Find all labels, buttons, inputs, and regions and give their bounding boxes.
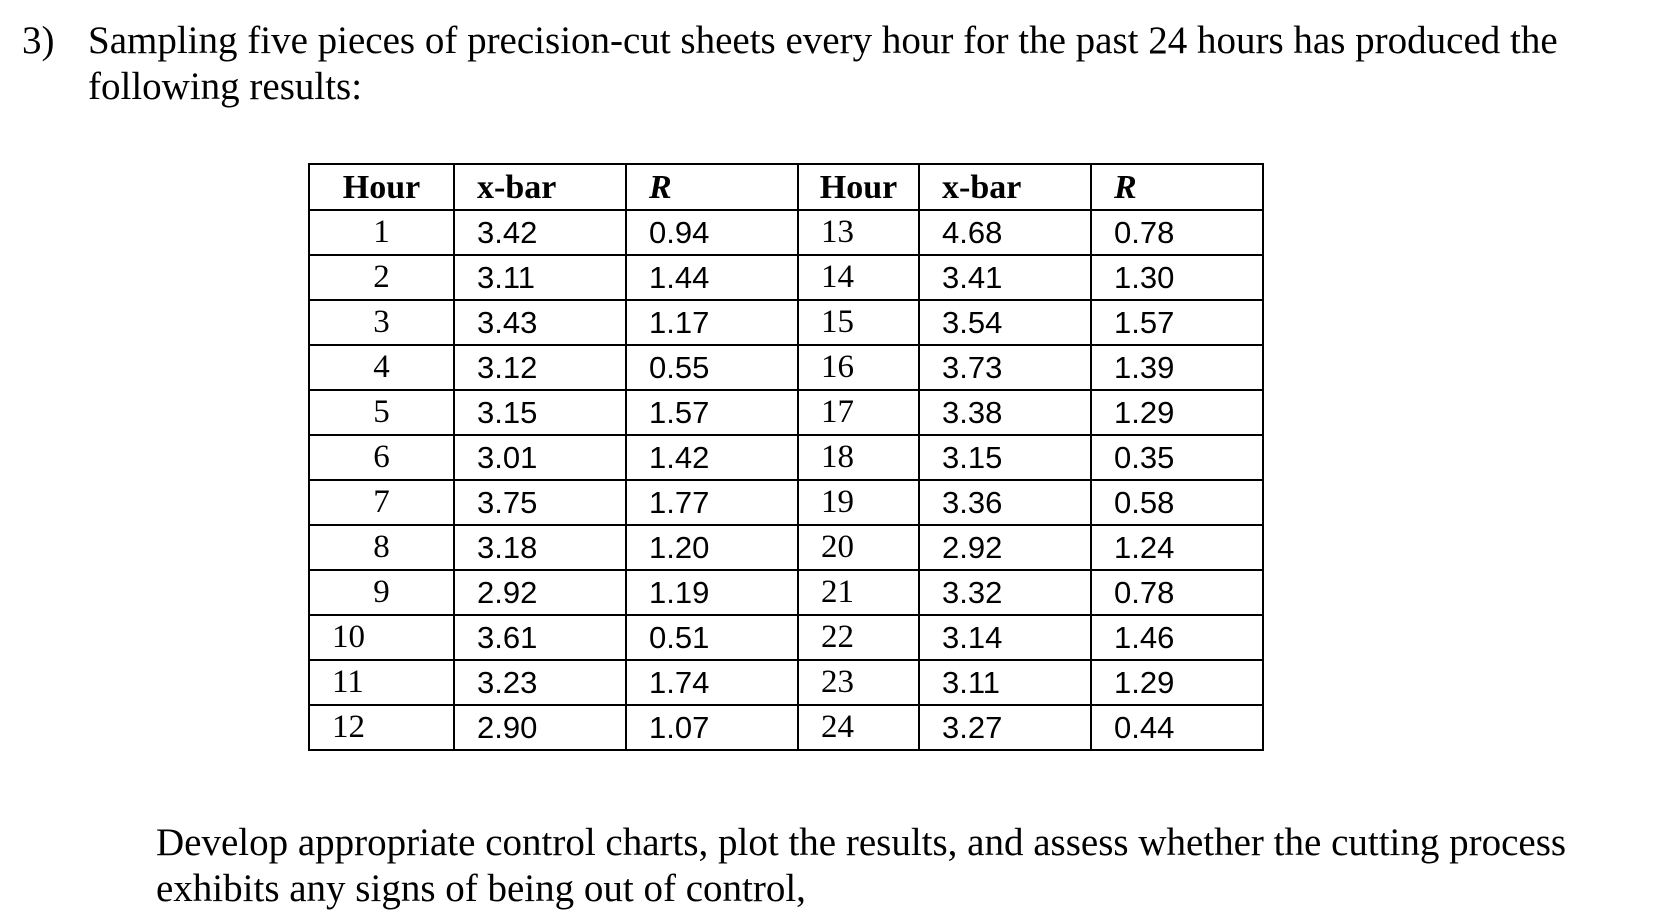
cell-xbar: 3.14 [919,615,1091,660]
cell-xbar: 2.92 [454,570,626,615]
cell-hour: 7 [309,480,454,525]
cell-hour: 2 [309,255,454,300]
table-header-row [309,164,1263,210]
cell-r: 1.57 [626,390,798,435]
cell-r: 1.42 [626,435,798,480]
cell-xbar: 3.38 [919,390,1091,435]
cell-r: 1.07 [626,705,798,750]
cell-xbar: 3.54 [919,300,1091,345]
cell-hour: 10 [309,615,454,660]
table-row [309,705,1263,750]
cell-hour: 13 [798,210,919,255]
cell-r: 0.94 [626,210,798,255]
cell-r: 1.17 [626,300,798,345]
cell-xbar: 3.36 [919,480,1091,525]
cell-hour: 19 [798,480,919,525]
table-row [309,345,1263,390]
cell-r: 1.20 [626,525,798,570]
cell-xbar: 3.41 [919,255,1091,300]
cell-xbar: 3.75 [454,480,626,525]
cell-hour: 21 [798,570,919,615]
column-header-xbar: x-bar [454,164,626,210]
cell-r: 0.58 [1091,480,1263,525]
cell-r: 0.35 [1091,435,1263,480]
cell-r: 1.77 [626,480,798,525]
results-table [308,163,1264,751]
cell-hour: 11 [309,660,454,705]
cell-hour: 8 [309,525,454,570]
cell-hour: 17 [798,390,919,435]
column-header-r: R [626,164,798,210]
cell-xbar: 3.18 [454,525,626,570]
column-header-r: R [1091,164,1263,210]
cell-r: 1.29 [1091,660,1263,705]
cell-r: 1.30 [1091,255,1263,300]
cell-r: 0.78 [1091,210,1263,255]
column-header-hour: Hour [309,164,454,210]
cell-hour: 3 [309,300,454,345]
table-row [309,210,1263,255]
column-header-hour: Hour [798,164,919,210]
table-row [309,300,1263,345]
cell-hour: 6 [309,435,454,480]
cell-r: 0.44 [1091,705,1263,750]
table-row [309,570,1263,615]
cell-r: 1.46 [1091,615,1263,660]
cell-xbar: 2.90 [454,705,626,750]
instruction-text: Develop appropriate control charts, plot the results, and assess whether the cutting process exhibits any signs of being out of control, [156,821,1567,910]
table-row [309,390,1263,435]
cell-hour: 9 [309,570,454,615]
cell-r: 1.39 [1091,345,1263,390]
table-row [309,525,1263,570]
cell-hour: 22 [798,615,919,660]
cell-hour: 1 [309,210,454,255]
cell-xbar: 3.15 [454,390,626,435]
cell-r: 1.24 [1091,525,1263,570]
cell-hour: 23 [798,660,919,705]
table-row [309,435,1263,480]
question-number: 3) [22,19,55,62]
cell-r: 1.19 [626,570,798,615]
cell-hour: 20 [798,525,919,570]
cell-xbar: 3.27 [919,705,1091,750]
cell-hour: 24 [798,705,919,750]
cell-hour: 12 [309,705,454,750]
cell-xbar: 3.42 [454,210,626,255]
question-text: Sampling five pieces of precision-cut sheets every hour for the past 24 hours has produced the following results: [88,19,1558,108]
cell-r: 1.74 [626,660,798,705]
cell-hour: 4 [309,345,454,390]
cell-hour: 14 [798,255,919,300]
cell-r: 0.55 [626,345,798,390]
cell-xbar: 3.43 [454,300,626,345]
cell-xbar: 3.11 [454,255,626,300]
cell-hour: 18 [798,435,919,480]
cell-r: 1.29 [1091,390,1263,435]
cell-r: 1.44 [626,255,798,300]
cell-xbar: 2.92 [919,525,1091,570]
cell-xbar: 3.12 [454,345,626,390]
cell-xbar: 3.11 [919,660,1091,705]
cell-xbar: 3.23 [454,660,626,705]
cell-xbar: 3.01 [454,435,626,480]
cell-xbar: 3.61 [454,615,626,660]
cell-xbar: 3.32 [919,570,1091,615]
cell-hour: 15 [798,300,919,345]
cell-r: 1.57 [1091,300,1263,345]
cell-xbar: 3.73 [919,345,1091,390]
column-header-xbar: x-bar [919,164,1091,210]
table-row [309,480,1263,525]
cell-r: 0.51 [626,615,798,660]
table-row [309,255,1263,300]
cell-hour: 16 [798,345,919,390]
table-row [309,615,1263,660]
cell-r: 0.78 [1091,570,1263,615]
cell-xbar: 3.15 [919,435,1091,480]
table-row [309,660,1263,705]
cell-xbar: 4.68 [919,210,1091,255]
cell-hour: 5 [309,390,454,435]
